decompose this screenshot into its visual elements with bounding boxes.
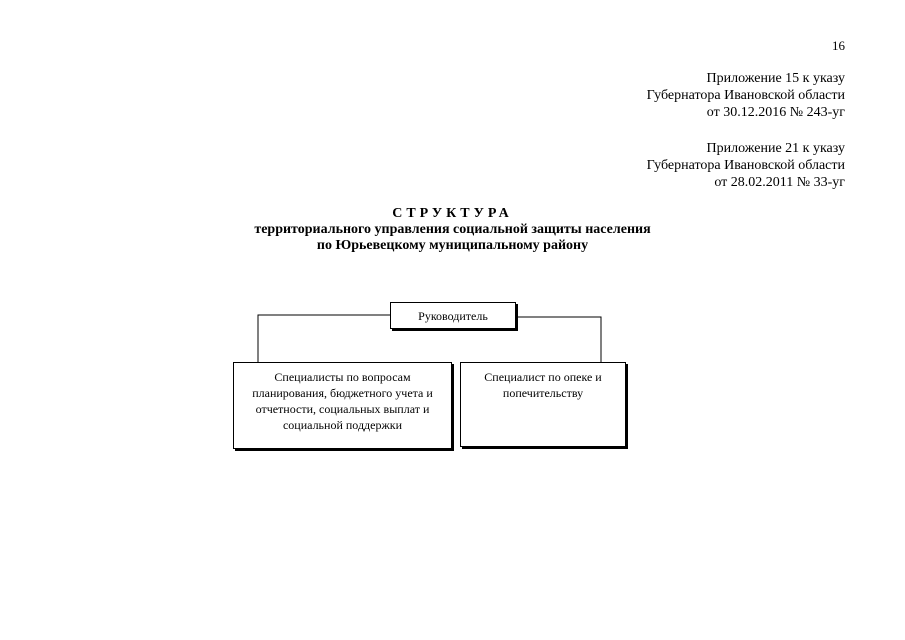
- right-box-shadow: [626, 364, 628, 449]
- title-line: территориального управления социальной защиты населения: [254, 222, 651, 237]
- box-line: Специалист по опеке и: [484, 370, 602, 384]
- connector-left: [258, 315, 390, 362]
- appendix-line: Губернатора Ивановской области: [646, 88, 845, 103]
- box-line: Специалисты по вопросам: [274, 370, 411, 384]
- head-box: [390, 302, 516, 329]
- appendix-line: Приложение 15 к указу: [706, 71, 845, 86]
- page-number: 16: [832, 38, 845, 53]
- left-box-shadow: [235, 449, 454, 451]
- connector-right: [516, 317, 601, 362]
- guardianship-specialist-box: [460, 362, 626, 447]
- left-box-shadow: [452, 364, 454, 451]
- box-line: отчетности, социальных выплат и: [255, 402, 430, 416]
- head-box-shadow: [392, 329, 518, 331]
- box-line: попечительству: [502, 386, 584, 400]
- head-box-shadow: [516, 304, 518, 331]
- appendix-line: от 28.02.2011 № 33-уг: [714, 175, 845, 190]
- box-line: планирования, бюджетного учета и: [252, 386, 433, 400]
- title-main: СТРУКТУРА: [392, 206, 513, 221]
- appendix-line: Приложение 21 к указу: [706, 141, 845, 156]
- head-label: Руководитель: [418, 309, 488, 323]
- appendix-line: Губернатора Ивановской области: [646, 158, 845, 173]
- specialists-box: [233, 362, 452, 449]
- box-line: социальной поддержки: [282, 418, 403, 432]
- title-line: по Юрьевецкому муниципальному району: [316, 238, 589, 253]
- right-box-shadow: [462, 447, 628, 449]
- appendix-line: от 30.12.2016 № 243-уг: [706, 105, 845, 120]
